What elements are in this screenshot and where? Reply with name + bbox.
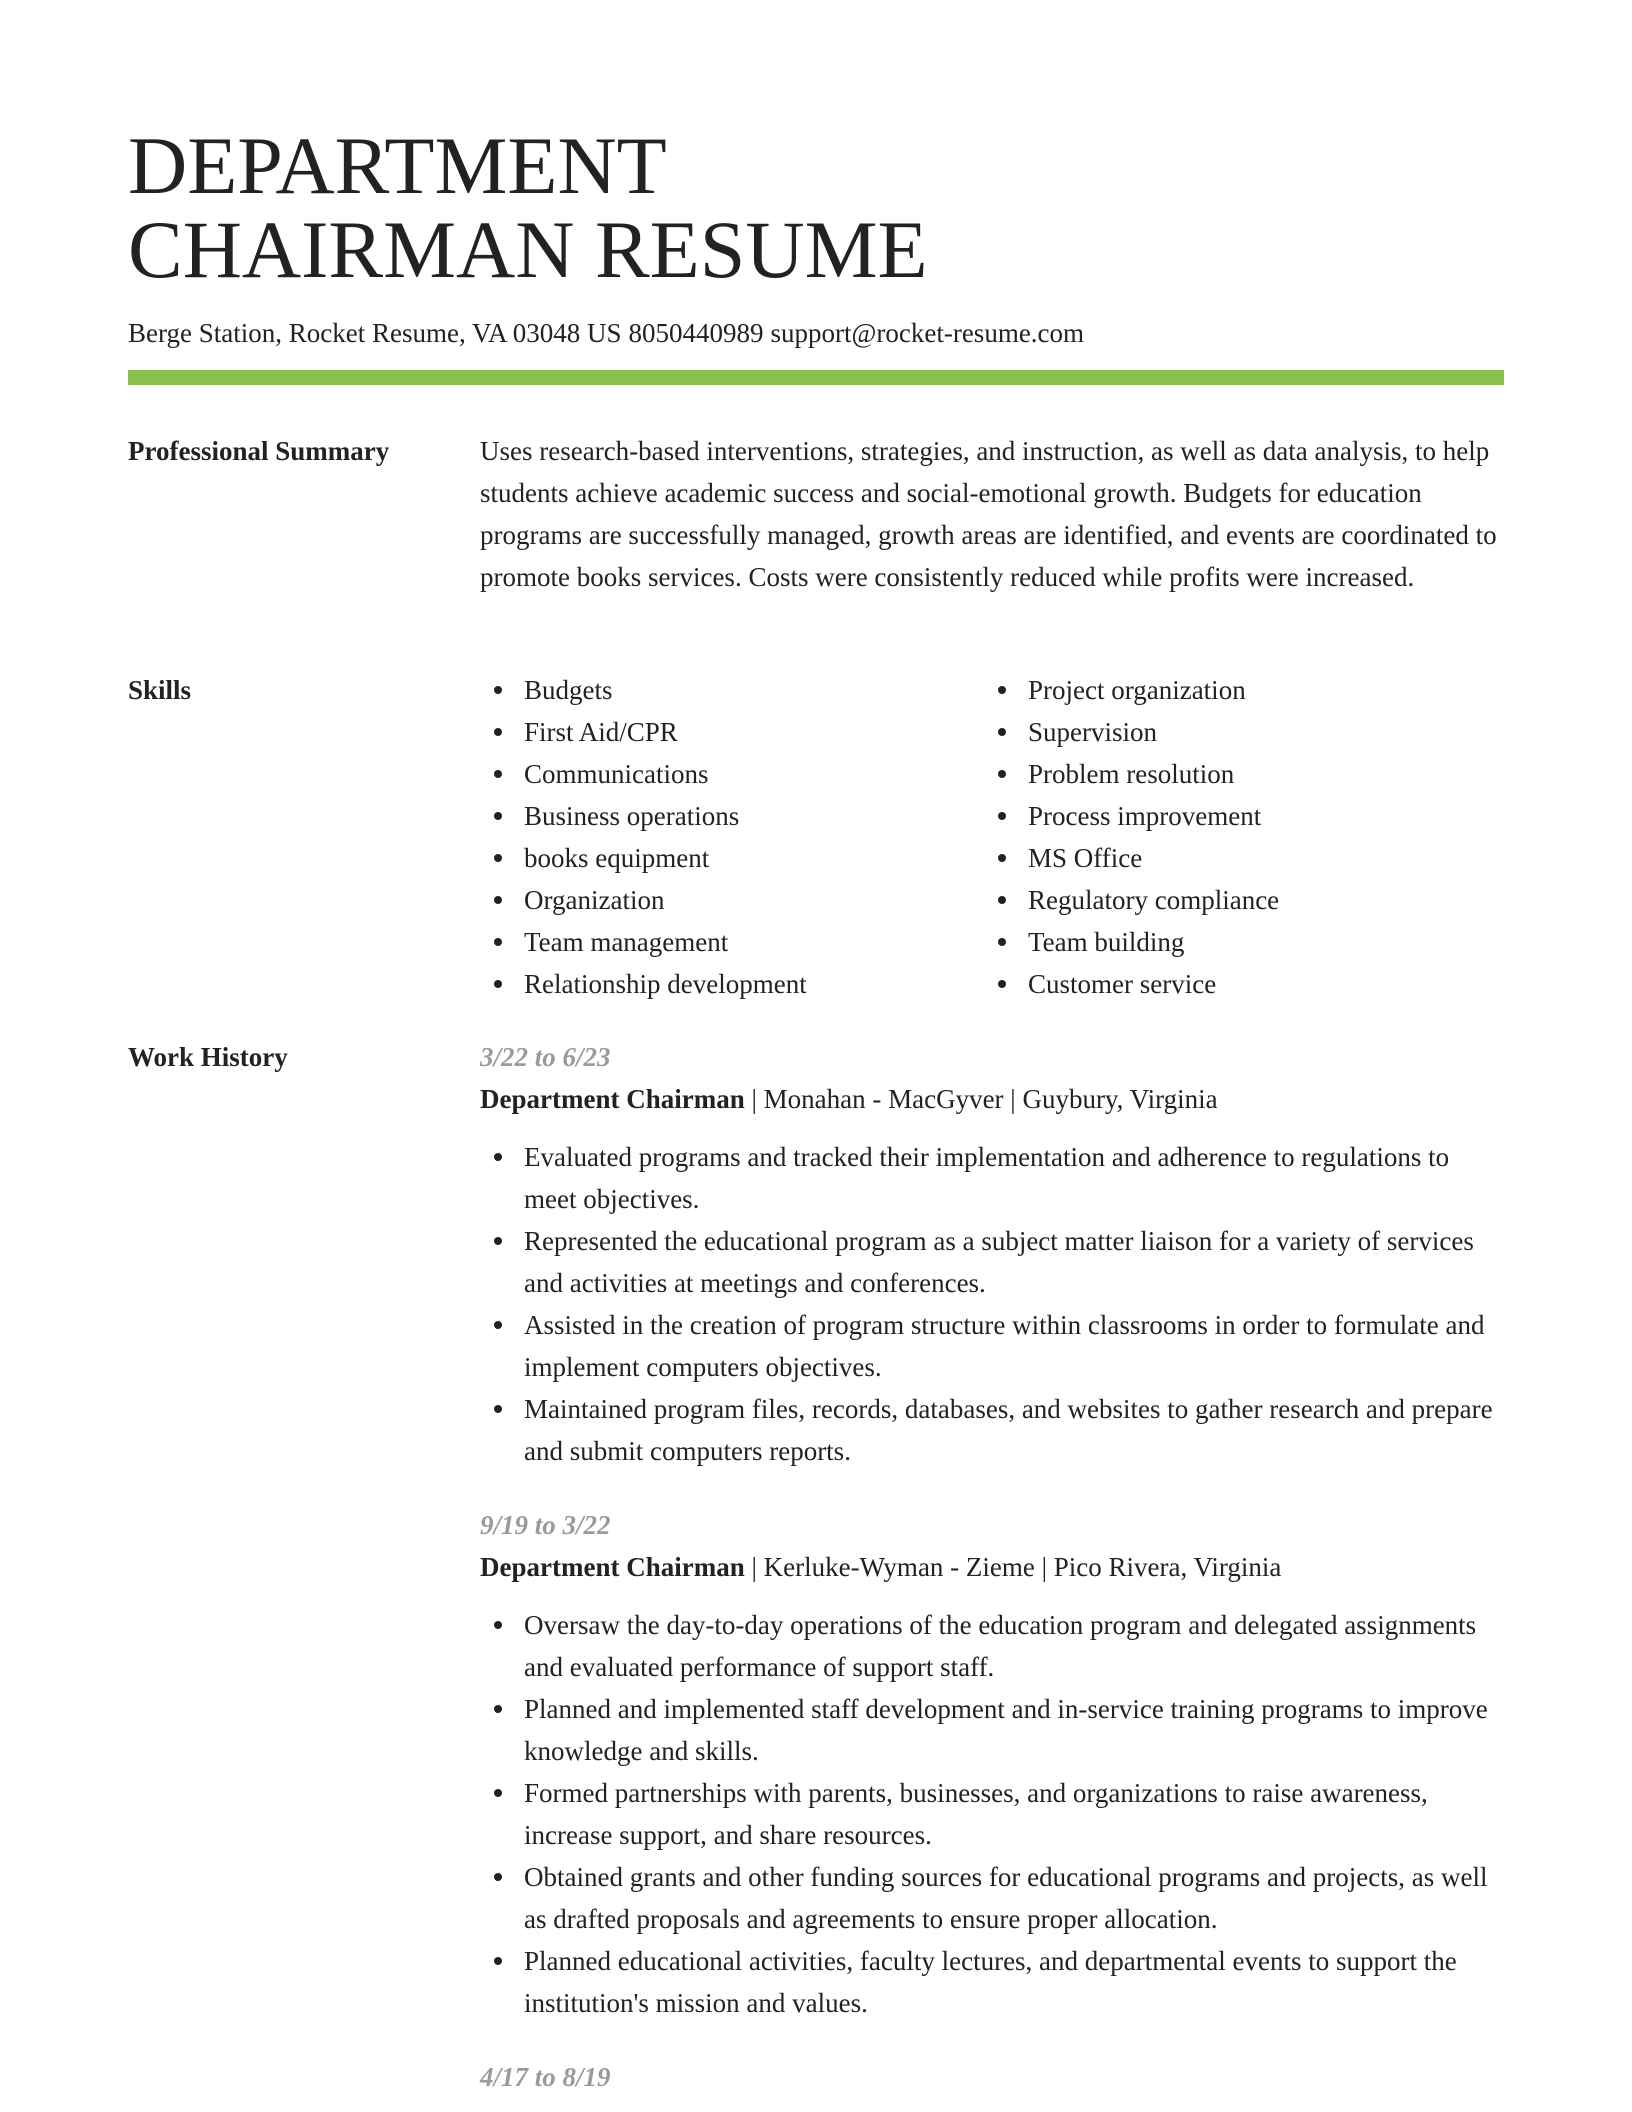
contact-line <box>128 316 1091 350</box>
skill-item: MS Office <box>984 837 1488 879</box>
skill-item: Project organization <box>984 669 1488 711</box>
job-bullet: Planned and implemented staff development and in-service training programs to improve knowledge and skills. <box>480 1688 1504 1772</box>
job-details: | Monahan - MacGyver | Guybury, Virginia <box>744 1084 1218 1114</box>
skill-item: Customer service <box>984 963 1488 1005</box>
title-line-1: DEPARTMENT <box>128 120 667 211</box>
summary-body <box>480 430 1504 598</box>
title-line-2: CHAIRMAN RESUME <box>128 204 928 295</box>
skill-item: Team management <box>480 921 984 963</box>
work-history-heading: Work History <box>128 1042 288 1072</box>
skill-item: Supervision <box>984 711 1488 753</box>
job-bullet: Evaluated programs and tracked their implementation and adherence to regulations to meet objectives. <box>480 1136 1504 1220</box>
skills-list-left <box>480 669 984 1005</box>
job-dates: 4/17 to 8/19 <box>480 2062 611 2092</box>
job-title-line <box>480 1546 1504 1588</box>
job-bullet: Maintained program files, records, databases, and websites to gather research and prepare and submit computers reports. <box>480 1388 1504 1472</box>
job-bullet: Represented the educational program as a subject matter liaison for a variety of services and activities at meetings and conferences. <box>480 1220 1504 1304</box>
skills-heading: Skills <box>128 675 192 705</box>
skill-item: Relationship development <box>480 963 984 1005</box>
skill-item: books equipment <box>480 837 984 879</box>
skills-list-right <box>984 669 1488 1005</box>
skill-item: Problem resolution <box>984 753 1488 795</box>
skill-item: Communications <box>480 753 984 795</box>
job-entry <box>480 1036 1504 1472</box>
job-bullets <box>480 1136 1504 1472</box>
job-dates: 9/19 to 3/22 <box>480 1510 611 1540</box>
skill-item: Team building <box>984 921 1488 963</box>
job-details: | Kerluke-Wyman - Zieme | Pico Rivera, Virginia <box>744 1552 1282 1582</box>
job-bullet: Oversaw the day-to-day operations of the education program and delegated assignments and evaluated performance of support staff. <box>480 1604 1504 1688</box>
skill-item: Regulatory compliance <box>984 879 1488 921</box>
contact-address: Berge Station, Rocket Resume, VA 03048 US <box>128 318 622 348</box>
job-title: Department Chairman <box>480 1552 745 1582</box>
job-title: Department Chairman <box>480 1084 745 1114</box>
job-bullet: Assisted in the creation of program structure within classrooms in order to formulate and implement computers objectives. <box>480 1304 1504 1388</box>
job-title-line <box>480 1078 1504 1120</box>
skill-item: Organization <box>480 879 984 921</box>
contact-email: support@rocket-resume.com <box>770 318 1085 348</box>
skill-item: Process improvement <box>984 795 1488 837</box>
work-history-body <box>480 1036 1504 2098</box>
skills-body <box>480 669 1504 1005</box>
summary-heading: Professional Summary <box>128 436 390 466</box>
skill-item: Business operations <box>480 795 984 837</box>
summary-text: Uses research-based interventions, strategies, and instruction, as well as data analysis, to help students achieve academic success and social-emotional growth. Budgets for education programs are successfully managed, growth areas are identified, and events are coordinated to promote books services. Costs were consistently reduced while profits were increased. <box>480 436 1497 592</box>
job-bullets <box>480 1604 1504 2024</box>
job-bullet: Obtained grants and other funding sources for educational programs and projects, as well as drafted proposals and agreements to ensure proper allocation. <box>480 1856 1504 1940</box>
job-entry <box>480 1504 1504 2024</box>
resume-title <box>128 120 928 295</box>
job-bullet: Planned educational activities, faculty lectures, and departmental events to support the institution's mission and values. <box>480 1940 1504 2024</box>
contact-phone: 8050440989 <box>628 318 764 348</box>
accent-divider <box>128 370 1504 385</box>
job-entry <box>480 2056 1504 2098</box>
job-dates: 3/22 to 6/23 <box>480 1042 611 1072</box>
job-bullet: Formed partnerships with parents, businesses, and organizations to raise awareness, increase support, and share resources. <box>480 1772 1504 1856</box>
skill-item: First Aid/CPR <box>480 711 984 753</box>
skill-item: Budgets <box>480 669 984 711</box>
skills-columns <box>480 669 1504 1005</box>
